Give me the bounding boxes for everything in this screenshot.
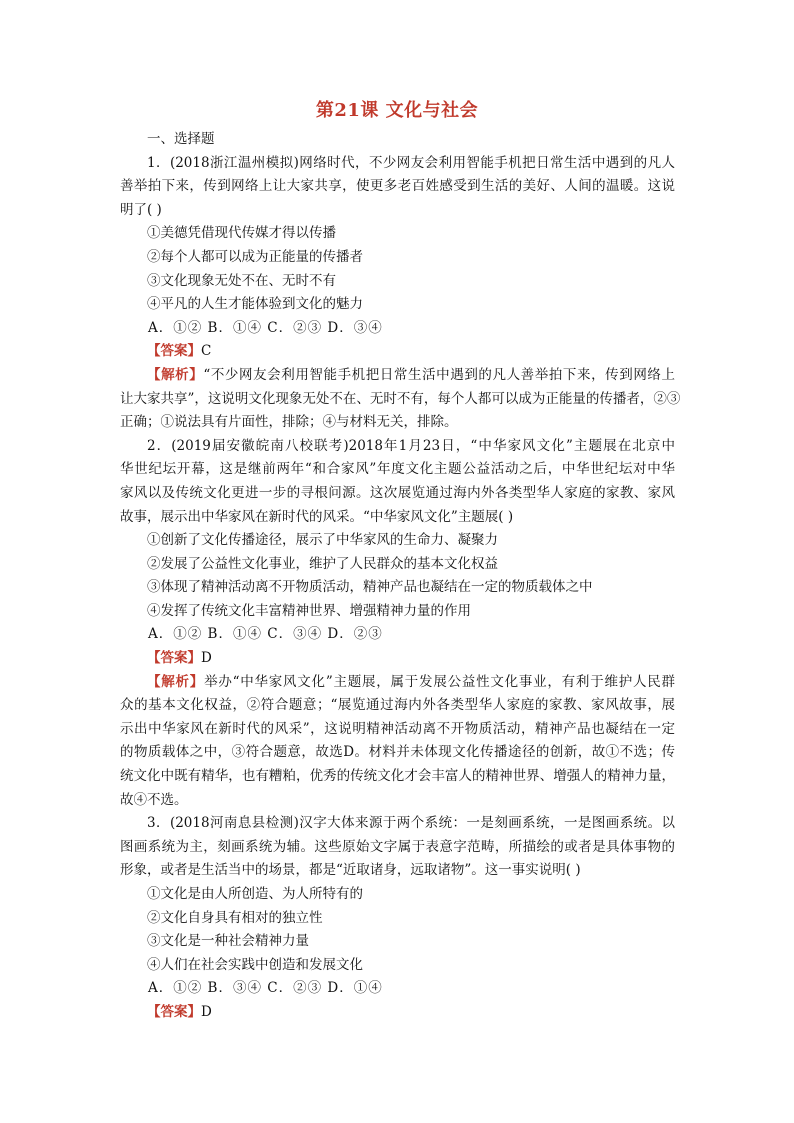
analysis-line: 的物质载体之中，③符合题意，故选D。材料并未体现文化传播途径的创新，故①不选；传	[120, 744, 675, 761]
analysis-line: 让大家共享”，这说明文化现象无处不在、无时不有，每个人都可以成为正能量的传播者，②③	[120, 390, 681, 407]
answer-line	[147, 647, 675, 671]
analysis-line: 示出中华家风在新时代的风采”，这说明精神活动离不开物质活动，精神产品也凝结在一定	[120, 720, 675, 737]
analysis-line: 正确；①说法具有片面性，排除；④与材料无关，排除。	[120, 414, 458, 431]
analysis-line: 统文化中既有精华，也有糟粕，优秀的传统文化才会丰富人的精神世界、增强人的精神力量，	[120, 768, 675, 785]
question-stem-line: 家风以及传统文化更进一步的寻根问源。这次展览通过海内外各类型华人家庭的家教、家风	[120, 484, 675, 501]
question-stem-line: 善举拍下来，传到网络上让大家共享，使更多老百姓感受到生活的美好、人间的温暖。这说	[120, 178, 675, 195]
analysis-text: “不少网友会利用智能手机把日常生活中遇到的凡人善举拍下来，传到网络上	[203, 366, 676, 383]
page-title: 第21课 文化与社会	[315, 100, 479, 121]
question-stem-line: 故事，展示出中华家风在新时代的风采。“中华家风文化”主题展( )	[120, 508, 514, 525]
question-stem-line: 明了( )	[120, 201, 162, 218]
analysis-label: 【解析】	[147, 366, 204, 383]
analysis-line: 众的基本文化权益，②符合题意；“展览通过海内外各类型华人家庭的家教、家风故事，展	[120, 697, 675, 714]
answer-value: D	[201, 650, 212, 667]
analysis-text: 举办“中华家风文化”主题展，属于发展公益性文化事业，有利于维护人民群	[204, 673, 676, 690]
answer-line	[147, 1001, 675, 1025]
option-item: ④平凡的人生才能体验到文化的魅力	[147, 296, 363, 313]
question-stem-line: 华世纪坛开幕，这是继前两年“和合家风”年度文化主题公益活动之后，中华世纪坛对中华	[120, 461, 675, 478]
answer-choices: A．①② B．①④ C．③④ D．②③	[148, 626, 383, 643]
option-item: ②发展了公益性文化事业，维护了人民群众的基本文化权益	[147, 555, 498, 572]
option-item: ③文化是一种社会精神力量	[147, 933, 309, 950]
option-item: ②每个人都可以成为正能量的传播者	[147, 248, 363, 265]
answer-line	[147, 340, 675, 364]
analysis-line: 故④不选。	[120, 791, 188, 808]
question-stem-line: 1．(2018浙江温州模拟)网络时代，不少网友会利用智能手机把日常生活中遇到的凡人	[147, 154, 675, 171]
option-item: ②文化自身具有相对的独立性	[147, 909, 323, 926]
option-item: ③文化现象无处不在、无时不有	[147, 272, 336, 289]
analysis-label: 【解析】	[147, 673, 205, 690]
answer-choices: A．①② B．①④ C．②③ D．③④	[148, 319, 383, 336]
question-stem-line: 形象，或者是生活当中的场景，都是“近取诸身，远取诸物”。这一事实说明( )	[120, 862, 581, 879]
question-2	[120, 435, 676, 813]
analysis-line	[147, 671, 675, 695]
answer-value: C	[201, 343, 212, 360]
answer-label: 【答案】	[147, 343, 201, 360]
answer-value: D	[201, 1003, 212, 1020]
option-item: ④人们在社会实践中创造和发展文化	[147, 956, 363, 973]
question-stem-line: 3．(2018河南息县检测)汉字大体来源于两个系统：一是刻画系统，一是图画系统。以	[147, 815, 675, 832]
answer-label: 【答案】	[147, 650, 201, 667]
section-heading: 一、选择题	[147, 131, 215, 147]
question-stem-line: 2．(2019届安徽皖南八校联考)2018年1月23日，“中华家风文化”主题展在北京中	[147, 437, 675, 454]
question-3	[120, 812, 675, 1024]
answer-choices: A．①② B．③④ C．②③ D．①④	[148, 980, 383, 997]
option-item: ①文化是由人所创造、为人所特有的	[147, 886, 363, 902]
analysis-line	[147, 364, 675, 388]
answer-label: 【答案】	[147, 1003, 201, 1020]
question-stem-line: 图画系统为主，刻画系统为辅。这些原始文字属于表意字范畴，所描绘的或者是具体事物的	[120, 838, 675, 855]
question-1	[120, 152, 681, 435]
option-item: ①创新了文化传播途径，展示了中华家风的生命力、凝聚力	[147, 532, 498, 549]
option-item: ④发挥了传统文化丰富精神世界、增强精神力量的作用	[147, 602, 471, 619]
document-body	[120, 128, 681, 1025]
option-item: ①美德凭借现代传媒才得以传播	[147, 225, 336, 242]
option-item: ③体现了精神活动离不开物质活动，精神产品也凝结在一定的物质载体之中	[147, 579, 593, 596]
